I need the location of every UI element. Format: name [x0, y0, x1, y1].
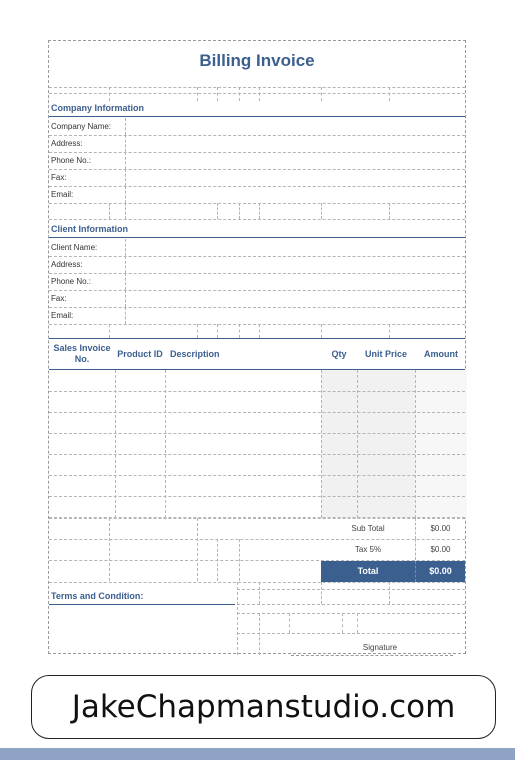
client-email-label: Email:	[51, 307, 126, 324]
grid-line	[239, 87, 240, 101]
company-fax-label: Fax:	[51, 169, 126, 186]
company-email-label: Email:	[51, 186, 126, 203]
signature-label: Signature	[362, 643, 398, 652]
grid-line	[217, 87, 218, 101]
company-email-row[interactable]	[49, 186, 465, 204]
col-amount: Amount	[424, 348, 458, 359]
grid-line	[109, 518, 110, 581]
grid-line	[389, 87, 390, 101]
grid-line	[197, 324, 198, 338]
divider	[49, 93, 465, 94]
grid-line	[389, 582, 390, 604]
grid-line	[239, 203, 240, 219]
col-qty: Qty	[331, 348, 347, 359]
divider	[237, 604, 465, 605]
grid-line	[259, 203, 260, 219]
grid-line	[415, 370, 416, 518]
grid-line	[217, 203, 218, 219]
table-row[interactable]	[49, 475, 465, 497]
divider	[49, 219, 465, 220]
company-phone-label: Phone No.:	[51, 152, 126, 169]
divider	[49, 582, 465, 583]
items-table-header	[49, 338, 465, 370]
divider	[237, 589, 465, 590]
client-fax-label: Fax:	[51, 290, 126, 307]
company-name-row[interactable]	[49, 118, 465, 136]
terms-title: Terms and Condition:	[49, 589, 235, 605]
client-name-label: Client Name:	[51, 239, 126, 256]
grid-line	[115, 370, 116, 518]
client-address-row[interactable]	[49, 256, 465, 274]
client-section-title: Client Information	[49, 222, 465, 238]
grid-line	[321, 203, 322, 219]
grid-line	[109, 87, 110, 101]
company-fax-row[interactable]	[49, 169, 465, 187]
invoice-title: Billing Invoice	[199, 51, 315, 70]
grid-line	[389, 324, 390, 338]
watermark-banner	[31, 675, 496, 739]
grid-line	[357, 370, 358, 518]
divider	[237, 613, 465, 614]
company-address-row[interactable]	[49, 135, 465, 153]
divider	[49, 560, 319, 561]
signature-line[interactable]	[291, 655, 453, 656]
divider	[49, 539, 319, 540]
grid-line	[321, 582, 322, 604]
client-fax-row[interactable]	[49, 290, 465, 308]
total-value: $0.00	[415, 561, 465, 582]
grid-line	[109, 203, 110, 219]
grid-line	[217, 324, 218, 338]
grid-line	[197, 518, 198, 581]
company-name-label: Company Name:	[51, 118, 126, 135]
col-unit-price: Unit Price	[364, 348, 407, 359]
grid-line	[239, 324, 240, 338]
grid-line	[357, 613, 358, 633]
col-description: Description	[170, 348, 220, 359]
invoice-sheet	[48, 40, 466, 654]
company-section-title: Company Information	[49, 101, 465, 117]
client-phone-label: Phone No.:	[51, 273, 126, 290]
table-row[interactable]	[49, 412, 465, 434]
grid-line	[342, 613, 343, 633]
grid-line	[389, 203, 390, 219]
table-row[interactable]	[49, 391, 465, 413]
client-address-label: Address:	[51, 256, 126, 273]
grid-line	[259, 613, 260, 655]
grid-line	[109, 324, 110, 338]
grid-line	[259, 87, 260, 101]
company-phone-row[interactable]	[49, 152, 465, 170]
col-invoice-no: Sales Invoice No.	[53, 343, 111, 364]
tax-row	[321, 539, 465, 561]
grid-line	[237, 582, 238, 655]
client-name-row[interactable]	[49, 239, 465, 257]
grid-line	[125, 203, 126, 219]
client-email-row[interactable]	[49, 307, 465, 325]
grid-line	[197, 87, 198, 101]
subtotal-row	[321, 518, 465, 540]
bottom-bar	[0, 748, 515, 760]
grid-line	[259, 324, 260, 338]
tax-label: Tax 5%	[354, 545, 382, 554]
company-address-label: Address:	[51, 135, 126, 152]
grid-line	[321, 370, 322, 518]
divider	[237, 633, 465, 634]
table-row[interactable]	[49, 454, 465, 476]
subtotal-label: Sub Total	[351, 524, 385, 533]
watermark-text: JakeChapmanstudio.com	[71, 689, 456, 725]
table-row[interactable]	[49, 496, 465, 518]
tax-value: $0.00	[415, 539, 465, 560]
grid-line	[259, 582, 260, 604]
grid-line	[321, 324, 322, 338]
subtotal-value: $0.00	[415, 518, 465, 539]
grid-line	[165, 370, 166, 518]
table-row[interactable]	[49, 370, 465, 392]
col-product-id: Product ID	[117, 348, 163, 359]
divider	[49, 87, 465, 88]
total-row	[321, 561, 465, 582]
grid-line	[289, 613, 290, 633]
table-row[interactable]	[49, 433, 465, 455]
total-label: Total	[357, 566, 379, 576]
client-phone-row[interactable]	[49, 273, 465, 291]
grid-line	[321, 87, 322, 101]
